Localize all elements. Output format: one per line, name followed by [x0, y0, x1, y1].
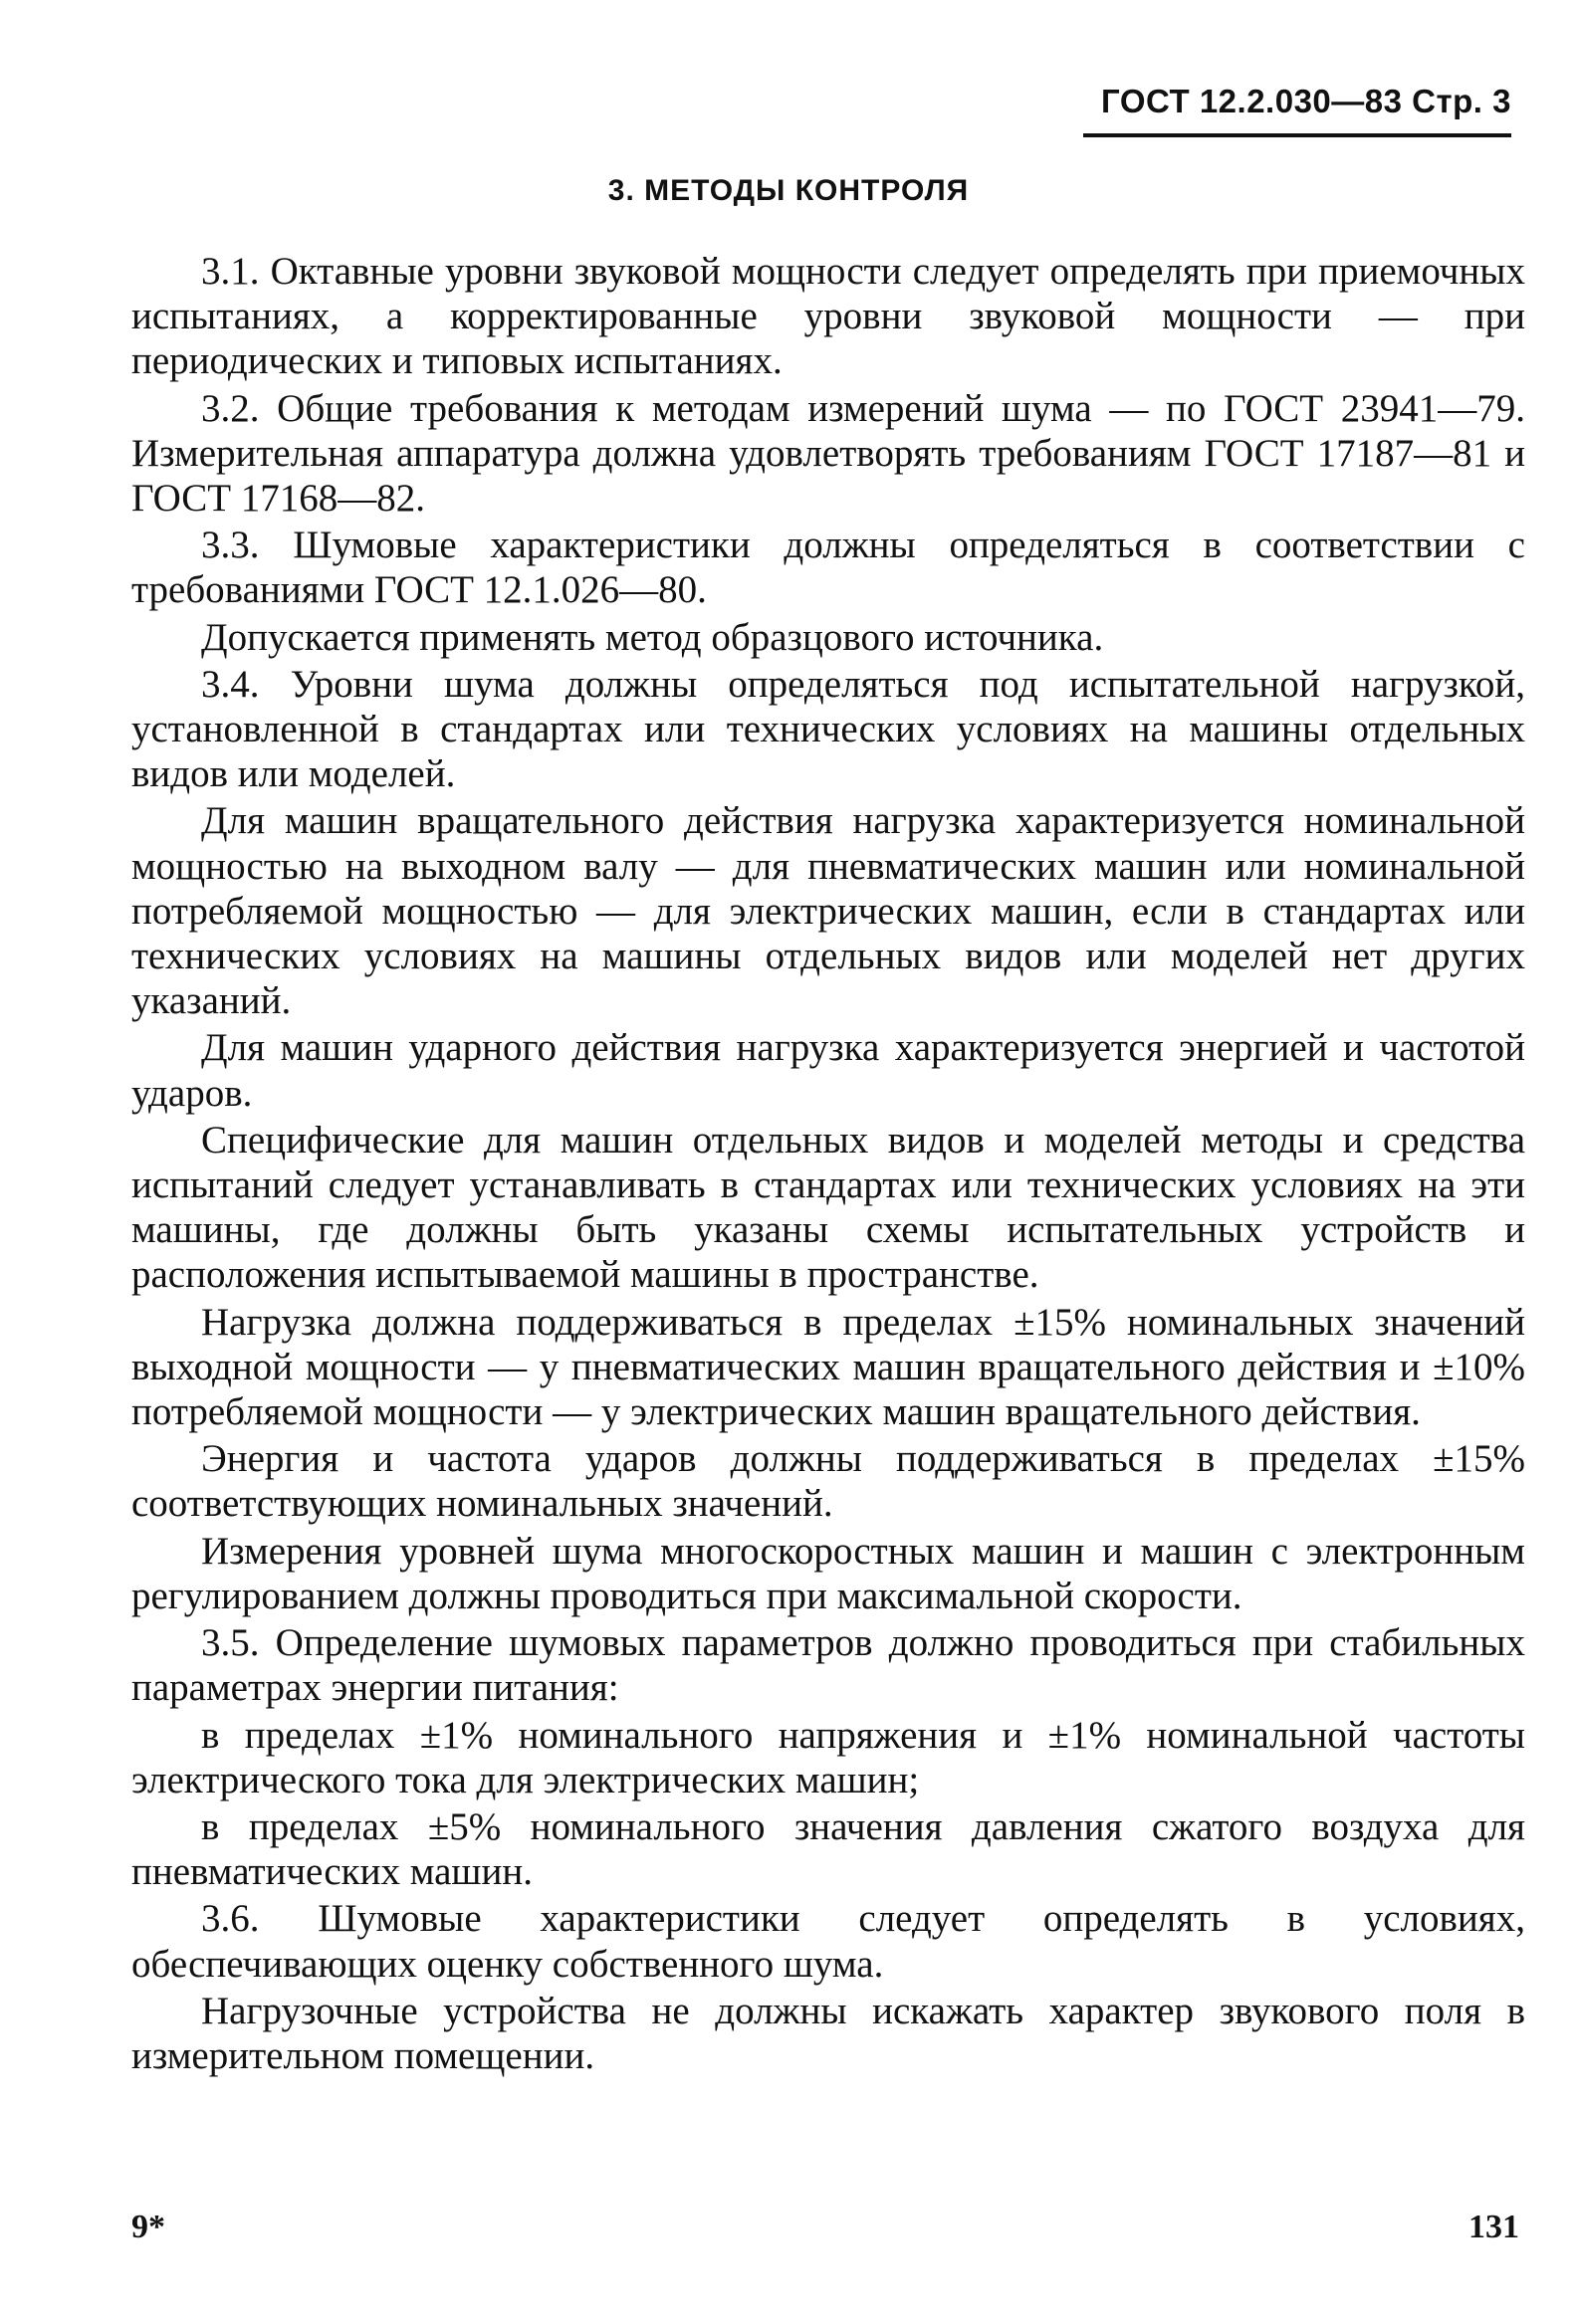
- paragraph: Нагрузочные устройства не должны искажать характер звукового поля в измерительном помещении.: [131, 1989, 1525, 2077]
- paragraph: Допускается применять метод образцового источника.: [201, 615, 1104, 659]
- paragraph: 3.1. Октавные уровни звуковой мощности следует определять при приемочных испытаниях, а корректированные уровни звуковой мощности — при периодических и типовых испытаниях.: [131, 250, 1525, 383]
- page-header: [1093, 82, 1511, 121]
- paragraph: Нагрузка должна поддерживаться в пределах ±15% номинальных значений выходной мощности — у пневматических машин вращательного действия и ±10% потребляемой мощности — у электрических машин вращательного действия.: [131, 1300, 1525, 1434]
- signature-mark: 9*: [131, 2209, 165, 2245]
- paragraph: 3.4. Уровни шума должны определяться под испытательной нагрузкой, установленной в стандартах или технических условиях на машины отдельных видов или моделей.: [131, 662, 1525, 796]
- paragraph: Специфические для машин отдельных видов и моделей методы и средства испытаний следует устанавливать в стандартах или технических условиях на эти машины, где должны быть указаны схемы испытательных устройств и расположения испытываемой машины в пространстве.: [131, 1118, 1525, 1297]
- paragraph: 3.3. Шумовые характеристики должны определяться в соответствии с требованиями ГОСТ 12.1.026—80.: [131, 524, 1525, 612]
- paragraph: в пределах ±5% номинального значения давления сжатого воздуха для пневматических машин.: [131, 1804, 1525, 1894]
- document-body: [131, 249, 1525, 2078]
- header-standard-and-page: ГОСТ 12.2.030—83 Стр. 3: [1101, 83, 1511, 119]
- page-number: 131: [1468, 2209, 1519, 2245]
- paragraph: 3.6. Шумовые характеристики следует определять в условиях, обеспечивающих оценку собственного шума.: [131, 1897, 1525, 1986]
- paragraph: Энергия и частота ударов должны поддерживаться в пределах ±15% соответствующих номинальных значений.: [131, 1437, 1525, 1526]
- paragraph: в пределах ±1% номинального напряжения и ±1% номинальной частоты электрического тока для электрических машин;: [131, 1713, 1525, 1801]
- paragraph: 3.2. Общие требования к методам измерений шума — по ГОСТ 23941—79. Измерительная аппаратура должна удовлетворять требованиям ГОСТ 17187—81 и ГОСТ 17168—82.: [131, 386, 1525, 521]
- paragraph: Для машин вращательного действия нагрузка характеризуется номинальной мощностью на выходном валу — для пневматических машин или номинальной потребляемой мощностью — для электрических машин, если в стандартах или технических условиях на машины отдельных видов или моделей нет других указаний.: [131, 799, 1525, 1023]
- section-title: 3. МЕТОДЫ КОНТРОЛЯ: [607, 174, 970, 207]
- paragraph: Для машин ударного действия нагрузка характеризуется энергией и частотой ударов.: [131, 1026, 1525, 1115]
- paragraph: Измерения уровней шума многоскоростных машин и машин с электронным регулированием должны проводиться при максимальной скорости.: [131, 1529, 1525, 1617]
- header-rule: [1083, 133, 1511, 137]
- paragraph: 3.5. Определение шумовых параметров должно проводиться при стабильных параметрах энергии питания:: [131, 1621, 1525, 1710]
